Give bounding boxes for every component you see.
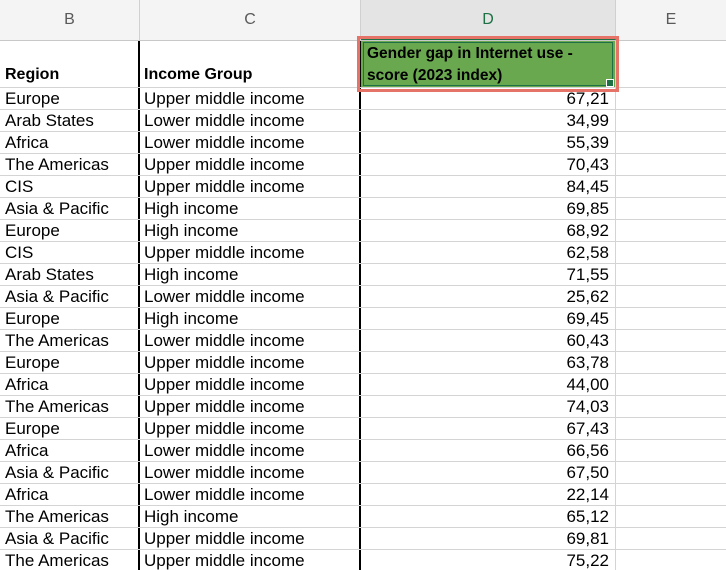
score-cell[interactable]: 55,39 bbox=[361, 132, 616, 153]
region-cell[interactable]: Europe bbox=[0, 88, 140, 109]
income-group-cell[interactable]: Lower middle income bbox=[140, 110, 361, 131]
income-group-cell[interactable]: Lower middle income bbox=[140, 132, 361, 153]
empty-cell[interactable] bbox=[616, 396, 726, 417]
score-cell[interactable]: 69,85 bbox=[361, 198, 616, 219]
table-row bbox=[0, 506, 726, 528]
region-cell[interactable]: Asia & Pacific bbox=[0, 462, 140, 483]
income-group-cell[interactable]: High income bbox=[140, 308, 361, 329]
income-group-cell[interactable]: Lower middle income bbox=[140, 484, 361, 505]
score-cell[interactable]: 25,62 bbox=[361, 286, 616, 307]
region-cell[interactable]: CIS bbox=[0, 242, 140, 263]
column-header-d[interactable]: D bbox=[361, 0, 616, 40]
region-cell[interactable]: The Americas bbox=[0, 330, 140, 351]
score-cell[interactable]: 74,03 bbox=[361, 396, 616, 417]
table-row bbox=[0, 220, 726, 242]
empty-cell[interactable] bbox=[616, 506, 726, 527]
header-cell-income-group[interactable]: Income Group bbox=[140, 41, 361, 87]
empty-cell[interactable] bbox=[616, 154, 726, 175]
header-cell-gender-gap[interactable]: Gender gap in Internet use - score (2023 index) bbox=[361, 41, 616, 87]
empty-cell[interactable] bbox=[616, 308, 726, 329]
column-header-e[interactable]: E bbox=[665, 11, 677, 28]
empty-cell[interactable] bbox=[616, 330, 726, 351]
table-row bbox=[0, 286, 726, 308]
region-cell[interactable]: Africa bbox=[0, 132, 140, 153]
table-row bbox=[0, 374, 726, 396]
region-cell[interactable]: Africa bbox=[0, 440, 140, 461]
header-cell-region[interactable]: Region bbox=[0, 41, 140, 87]
score-cell[interactable]: 34,99 bbox=[361, 110, 616, 131]
empty-cell[interactable] bbox=[616, 352, 726, 373]
table-row bbox=[0, 198, 726, 220]
income-group-cell[interactable]: High income bbox=[140, 198, 361, 219]
empty-cell[interactable] bbox=[616, 374, 726, 395]
table-row bbox=[0, 396, 726, 418]
table-row bbox=[0, 110, 726, 132]
region-cell[interactable]: Africa bbox=[0, 374, 140, 395]
score-cell[interactable]: 67,50 bbox=[361, 462, 616, 483]
income-group-cell[interactable]: Upper middle income bbox=[140, 418, 361, 439]
table-row bbox=[0, 352, 726, 374]
empty-cell[interactable] bbox=[616, 484, 726, 505]
region-cell[interactable]: The Americas bbox=[0, 154, 140, 175]
income-group-cell[interactable]: Upper middle income bbox=[140, 528, 361, 549]
empty-cell[interactable] bbox=[616, 110, 726, 131]
income-group-cell[interactable]: Upper middle income bbox=[140, 352, 361, 373]
table-row bbox=[0, 264, 726, 286]
table-row bbox=[0, 330, 726, 352]
score-cell[interactable]: 71,55 bbox=[361, 264, 616, 285]
score-cell[interactable]: 69,81 bbox=[361, 528, 616, 549]
score-cell[interactable]: 60,43 bbox=[361, 330, 616, 351]
empty-cell[interactable] bbox=[616, 550, 726, 570]
score-cell[interactable]: 68,92 bbox=[361, 220, 616, 241]
table-row bbox=[0, 176, 726, 198]
income-group-cell[interactable]: Upper middle income bbox=[140, 374, 361, 395]
income-group-cell[interactable]: High income bbox=[140, 506, 361, 527]
region-cell[interactable]: Europe bbox=[0, 308, 140, 329]
empty-cell[interactable] bbox=[616, 528, 726, 549]
empty-cell[interactable] bbox=[616, 264, 726, 285]
table-row bbox=[0, 154, 726, 176]
table-row bbox=[0, 242, 726, 264]
income-group-cell[interactable]: Upper middle income bbox=[140, 396, 361, 417]
table-row bbox=[0, 88, 726, 110]
empty-cell[interactable] bbox=[616, 286, 726, 307]
income-group-cell[interactable]: Lower middle income bbox=[140, 330, 361, 351]
empty-cell[interactable] bbox=[616, 88, 726, 109]
score-cell[interactable]: 67,43 bbox=[361, 418, 616, 439]
region-cell[interactable]: Arab States bbox=[0, 110, 140, 131]
score-cell[interactable]: 84,45 bbox=[361, 176, 616, 197]
income-group-cell[interactable]: Lower middle income bbox=[140, 286, 361, 307]
region-cell[interactable]: CIS bbox=[0, 176, 140, 197]
empty-cell[interactable] bbox=[616, 198, 726, 219]
region-cell[interactable]: The Americas bbox=[0, 396, 140, 417]
income-group-cell[interactable]: High income bbox=[140, 264, 361, 285]
score-cell[interactable]: 22,14 bbox=[361, 484, 616, 505]
income-group-cell[interactable]: Upper middle income bbox=[140, 242, 361, 263]
table-row bbox=[0, 550, 726, 570]
region-cell[interactable]: Asia & Pacific bbox=[0, 286, 140, 307]
income-group-cell[interactable]: Lower middle income bbox=[140, 462, 361, 483]
region-cell[interactable]: Arab States bbox=[0, 264, 140, 285]
income-group-cell[interactable]: Lower middle income bbox=[140, 440, 361, 461]
score-cell[interactable]: 70,43 bbox=[361, 154, 616, 175]
region-cell[interactable]: Asia & Pacific bbox=[0, 528, 140, 549]
empty-cell[interactable] bbox=[616, 242, 726, 263]
table-row bbox=[0, 528, 726, 550]
region-cell[interactable]: Africa bbox=[0, 484, 140, 505]
empty-cell[interactable] bbox=[616, 41, 726, 87]
region-cell[interactable]: The Americas bbox=[0, 506, 140, 527]
table-row bbox=[0, 462, 726, 484]
region-cell[interactable]: The Americas bbox=[0, 550, 140, 570]
score-cell[interactable]: 65,12 bbox=[361, 506, 616, 527]
empty-cell[interactable] bbox=[616, 176, 726, 197]
empty-cell[interactable] bbox=[616, 462, 726, 483]
empty-cell[interactable] bbox=[616, 132, 726, 153]
region-cell[interactable]: Europe bbox=[0, 352, 140, 373]
score-cell[interactable]: 63,78 bbox=[361, 352, 616, 373]
region-cell[interactable]: Asia & Pacific bbox=[0, 198, 140, 219]
score-cell[interactable]: 66,56 bbox=[361, 440, 616, 461]
region-cell[interactable]: Europe bbox=[0, 220, 140, 241]
empty-cell[interactable] bbox=[616, 440, 726, 461]
score-cell[interactable]: 67,21 bbox=[361, 88, 616, 109]
column-header-c[interactable]: C bbox=[140, 0, 361, 40]
income-group-cell[interactable]: Upper middle income bbox=[140, 88, 361, 109]
column-header-b[interactable]: B bbox=[0, 0, 140, 40]
empty-cell[interactable] bbox=[616, 418, 726, 439]
score-cell[interactable]: 44,00 bbox=[361, 374, 616, 395]
income-group-cell[interactable]: Upper middle income bbox=[140, 550, 361, 570]
table-header-row bbox=[0, 41, 726, 88]
score-cell[interactable]: 62,58 bbox=[361, 242, 616, 263]
table-row bbox=[0, 484, 726, 506]
region-cell[interactable]: Europe bbox=[0, 418, 140, 439]
column-header-bar bbox=[0, 0, 726, 41]
score-cell[interactable]: 75,22 bbox=[361, 550, 616, 570]
table-row bbox=[0, 418, 726, 440]
table-row bbox=[0, 132, 726, 154]
score-cell[interactable]: 69,45 bbox=[361, 308, 616, 329]
income-group-cell[interactable]: High income bbox=[140, 220, 361, 241]
table-row bbox=[0, 440, 726, 462]
income-group-cell[interactable]: Upper middle income bbox=[140, 154, 361, 175]
empty-cell[interactable] bbox=[616, 220, 726, 241]
table-row bbox=[0, 308, 726, 330]
income-group-cell[interactable]: Upper middle income bbox=[140, 176, 361, 197]
